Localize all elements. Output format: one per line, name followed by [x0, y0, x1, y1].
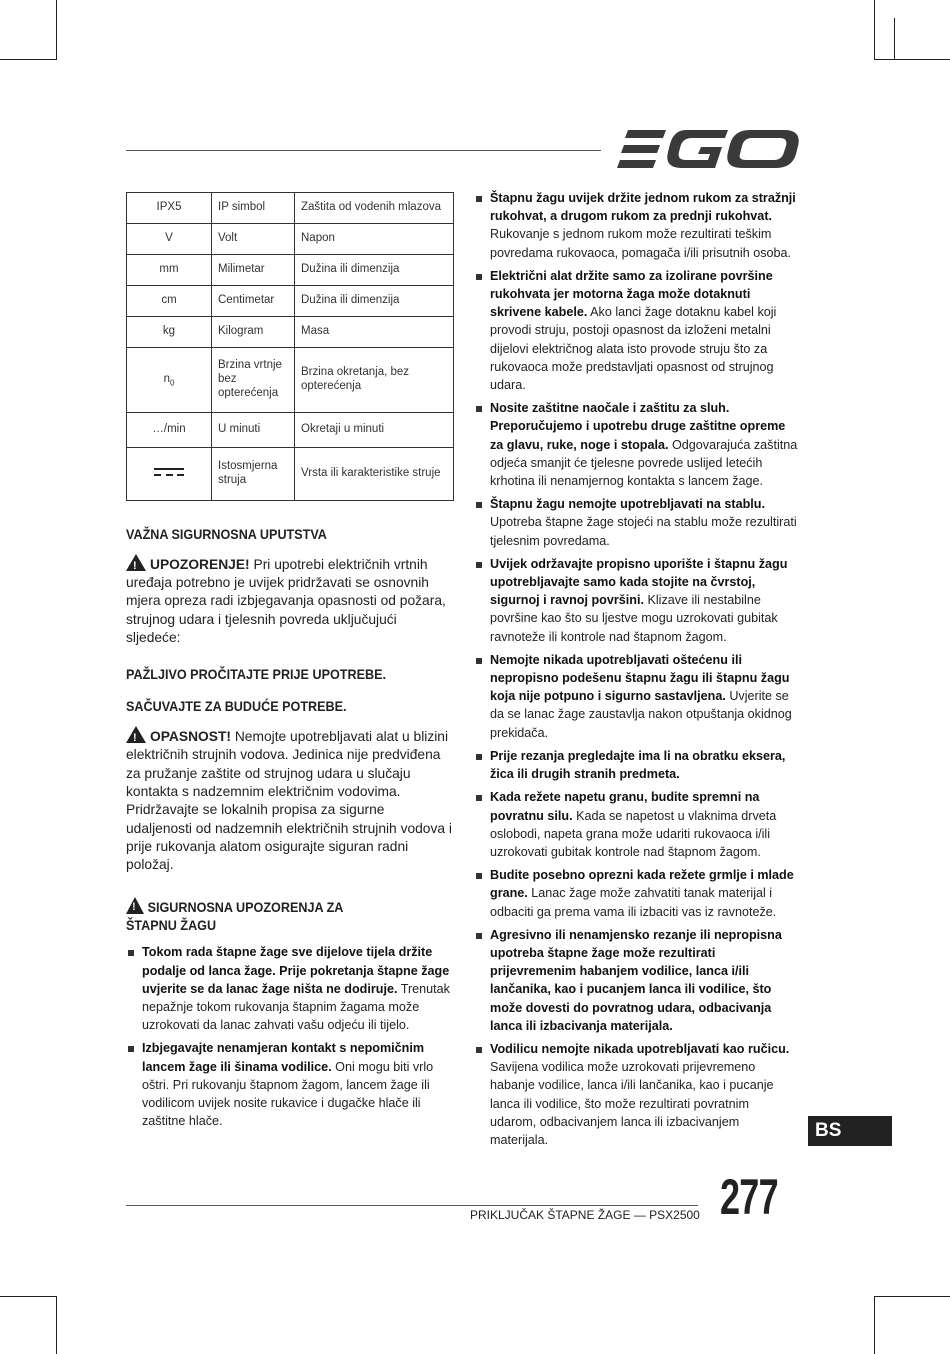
list-item: [126, 1039, 454, 1130]
ego-logo: [616, 128, 800, 172]
item-bold: Štapnu žagu nemojte upotrebljavati na stablu.: [490, 497, 765, 512]
list-item: [474, 926, 798, 1035]
table-cell-name: Centimetar: [212, 286, 295, 317]
table-cell-symbol: mm: [127, 255, 212, 286]
item-text: Oni mogu biti vrlo oštri. Pri rukovanju štapnom žagom, lancem žage ili vodilicom uvijek nosite rukavice i dugačke hlače ili zaštitne hlače.: [142, 1059, 434, 1129]
table-cell-symbol: V: [127, 224, 212, 255]
table-cell-symbol: $n_0$: [127, 348, 212, 413]
table-cell-name: IP simbol: [212, 193, 295, 224]
table-cell-meaning: Okretaji u minuti: [295, 413, 454, 448]
list-item: [126, 943, 454, 1034]
symbol-table: [126, 192, 454, 501]
table-row: [127, 224, 454, 255]
item-text: Kada se napetost u vlaknima drveta oslobodi, napeta grana može udariti rukovaoca i/ili uzrokovati gubitak kontrole nad štapnom žagom.: [490, 808, 777, 859]
list-item: [474, 1040, 798, 1149]
page-number: 277: [720, 1169, 778, 1225]
item-bold: Prije rezanja pregledajte ima li na obratku eksera, žica ili drugih stranih predmeta.: [490, 748, 786, 782]
table-cell-symbol: kg: [127, 317, 212, 348]
danger-label: OPASNOST!: [150, 729, 231, 745]
table-cell-symbol: cm: [127, 286, 212, 317]
warning-icon: [126, 554, 146, 571]
crop-mark: [0, 1296, 57, 1297]
section-heading: [126, 897, 396, 936]
list-item: [474, 651, 798, 742]
header-rule: [126, 150, 601, 151]
warning-text: Pri upotrebi električnih vrtnih uređaja potrebno je uvijek pridržavati se osnovnih mjera opreza radi izbjegavanja opasnosti od požara, strujnog udara i tjelesnih povreda uključujući sljedeće:: [126, 556, 446, 646]
item-text: Upotreba štapne žage stojeći na stablu može rezultirati tjelesnim povredama.: [490, 515, 797, 548]
item-bold: Štapnu žagu uvijek držite jednom rukom za stražnji rukohvat, a drugom rukom za prednji rukohvat.: [490, 191, 796, 224]
item-text: Lanac žage može zahvatiti tanak materijal i odbaciti ga prema vama ili izbaciti vas iz ravnoteže.: [490, 886, 777, 919]
language-tab: BS: [808, 1116, 892, 1146]
table-row: [127, 286, 454, 317]
item-bold: Budite posebno oprezni kada režete grmlje i mlade grane.: [490, 868, 794, 901]
crop-mark: [56, 0, 57, 60]
left-column: [126, 525, 454, 1135]
table-cell-meaning: Dužina ili dimenzija: [295, 286, 454, 317]
list-item: [474, 788, 798, 861]
warning-icon: [126, 897, 144, 914]
item-bold: Uvijek održavajte propisno uporište i štapnu žagu upotrebljavajte samo kada stojite na čvrstoj, sigurnoj i ravnoj površini.: [490, 556, 788, 608]
section-heading: SAČUVAJTE ZA BUDUĆE POTREBE.: [126, 698, 347, 715]
item-bold: Tokom rada štapne žage sve dijelove tijela držite podalje od lanca žage. Prije pokretanja štapne žage uvjerite se da lanac žage ništa ne dodiruje.: [142, 945, 450, 996]
list-item: [474, 747, 798, 783]
bullet-list: [474, 189, 798, 1149]
item-bold: Vodilicu nemojte nikada upotrebljavati kao ručicu.: [490, 1041, 790, 1056]
table-cell-meaning: Vrsta ili karakteristike struje: [295, 448, 454, 501]
table-cell-symbol: IPX5: [127, 193, 212, 224]
table-row: [127, 448, 454, 501]
table-row: [127, 413, 454, 448]
crop-mark: [894, 18, 895, 60]
crop-mark: [874, 1296, 875, 1354]
item-text: Ako lanci žage dotaknu kabel koji provodi struju, postoji opasnost da izloženi metalni dijelovi električnog alata isto provode struju što za rukovaoca može predstavljati opasnost od strujnog udara.: [490, 305, 777, 393]
table-cell-meaning: Dužina ili dimenzija: [295, 255, 454, 286]
crop-mark: [874, 0, 875, 60]
table-row: [127, 317, 454, 348]
list-item: [474, 189, 798, 262]
item-bold: Električni alat držite samo za izolirane površine rukohvata jer motorna žaga može dotaknuti skrivene kabele.: [490, 268, 773, 320]
item-bold: Agresivno ili nenamjensko rezanje ili nepropisna upotreba štapne žage može rezultirati prijevremenim habanjem vodilice, lanca i/ili lančanika, kao i pucanjem lanca ili vodilice, što može dovesti do povratnog udara, odbacivanja lanca ili izbacivanja materijala.: [490, 927, 782, 1033]
item-text: Savijena vodilica može uzrokovati prijevremeno habanje vodilice, lanca i/ili lančanika, kao i pucanje lanca ili vodilice, što može rezultirati povratnim udarom, odbacivanjem lanca ili izbacivanjem materijala.: [490, 1060, 774, 1147]
footer-rule: [126, 1205, 698, 1206]
list-item: [474, 399, 798, 490]
warning-icon: [126, 726, 146, 743]
section-heading: PAŽLJIVO PROČITAJTE PRIJE UPOTREBE.: [126, 666, 386, 683]
table-cell-name: Istosmjerna struja: [212, 448, 295, 501]
table-cell-meaning: Masa: [295, 317, 454, 348]
table-cell-name: U minuti: [212, 413, 295, 448]
section-heading: VAŽNA SIGURNOSNA UPUTSTVA: [126, 526, 327, 542]
bullet-list: [126, 943, 454, 1130]
table-cell-name: Milimetar: [212, 255, 295, 286]
list-item: [474, 555, 798, 646]
table-cell-symbol: …/min: [127, 413, 212, 448]
table-cell-symbol: [127, 448, 212, 501]
footer-title: PRIKLJUČAK ŠTAPNE ŽAGE — PSX2500: [470, 1208, 700, 1222]
danger-paragraph: [126, 726, 454, 874]
table-row: [127, 193, 454, 224]
item-bold: Izbjegavajte nenamjeran kontakt s nepomičnim lancem žage ili šinama vodilice.: [142, 1041, 425, 1074]
table-cell-meaning: Brzina okretanja, bez opterećenja: [295, 348, 454, 413]
crop-mark: [56, 1296, 57, 1354]
table-cell-meaning: Napon: [295, 224, 454, 255]
item-text: Uvjerite se da se lanac žage zaustavlja nakon otpuštanja okidnog prekidača.: [490, 689, 792, 740]
dc-current-icon: [154, 468, 184, 476]
table-cell-meaning: Zaštita od vodenih mlazova: [295, 193, 454, 224]
right-column: [474, 189, 798, 1154]
section-heading-text: SIGURNOSNA UPOZORENJA ZA ŠTAPNU ŽAGU: [126, 898, 343, 934]
item-text: Trenutak nepažnje tokom rukovanja štapnim žagama može uzrokovati da lanac zahvati vašu odjeću ili tijelo.: [142, 981, 450, 1033]
item-bold: Nosite zaštitne naočale i zaštitu za sluh. Preporučujemo i upotrebu druge zaštitne opreme za glavu, ruke, noge i stopala.: [490, 401, 786, 452]
list-item: [474, 267, 798, 394]
crop-mark: [0, 59, 57, 60]
crop-mark: [874, 59, 950, 60]
item-bold: Kada režete napetu granu, budite spremni na povratnu silu.: [490, 790, 760, 823]
item-text: Odgovarajuća zaštitna odjeća smanjit će tjelesne povrede uslijed letećih krhotina ili nenamjernog kontakta s lancem žage.: [490, 437, 798, 489]
danger-text: Nemojte upotrebljavati alat u blizini električnih strujnih vodova. Jedinica nije predviđena za pružanje zaštite od strujnog udara u slučaju kontakta s nadzemnim električnim vodovima. Pridržavajte se lokalnih propisa za sigurne udaljenosti od nadzemnih električnih strujnih vodova i prije rukovanja alatom osigurajte siguran radni položaj.: [126, 729, 452, 873]
table-cell-name: Brzina vrtnje bez opterećenja: [212, 348, 295, 413]
list-item: [474, 866, 798, 921]
table-cell-name: Kilogram: [212, 317, 295, 348]
warning-paragraph: [126, 554, 454, 647]
crop-mark: [874, 1296, 950, 1297]
table-row: [127, 348, 454, 413]
table-row: [127, 255, 454, 286]
list-item: [474, 495, 798, 550]
item-text: Rukovanje s jednom rukom može rezultirati teškim povredama rukovaoca, pomagača i/ili prisutnih osoba.: [490, 227, 792, 260]
item-text: Klizave ili nestabilne površine kao što su ljestve mogu uzrokovati gubitak ravnoteže ili kontrole nad štapnom žagom.: [490, 593, 778, 644]
warning-label: UPOZORENJE!: [150, 556, 250, 572]
item-bold: Nemojte nikada upotrebljavati oštećenu ili nepropisno podešenu štapnu žagu ili štapnu žagu koja nije potpuno i sigurno sastavljena.: [490, 652, 790, 704]
table-cell-name: Volt: [212, 224, 295, 255]
